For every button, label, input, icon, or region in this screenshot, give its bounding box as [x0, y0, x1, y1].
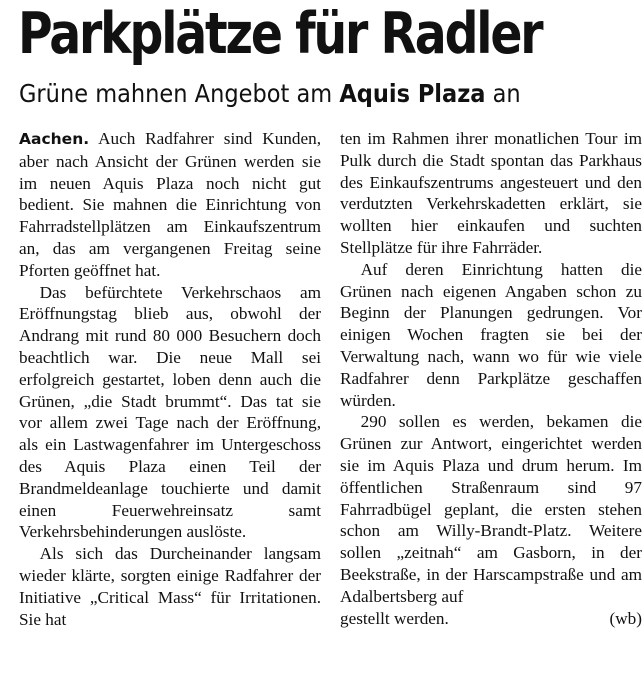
paragraph-3-continued: ten im Rahmen ihrer monatlichen Tour im Pulk durch die Stadt spontan das Parkhaus des Einkaufszentrums angesteuert und den verdutzten Verkehrskadetten erklärt, sie wollten hier einkaufen und suchten Stellplätze für ihre Fahrräder.: [340, 129, 642, 257]
headline: Parkplätze für Radler: [18, 1, 542, 67]
subheadline: [19, 78, 521, 110]
paragraph-2: Das befürchtete Verkehrschaos am Eröffnungstag blieb aus, obwohl der Andrang mit rund 80 000 Besuchern doch beachtlich war. Die neue Mall sei erfolgreich gestartet, loben denn auch die Grünen, „die Stadt brummt“. Das tat sie vor allem zwei Tage nach der Eröffnung, als ein Lastwagenfahrer im Untergeschoss des Aquis Plaza einen Teil der Brandmeldeanlage touchierte und damit einen Feuerwehreinsatz samt Verkehrsbehinderungen auslöste.: [19, 282, 321, 542]
paragraph-4: Auf deren Einrichtung hatten die Grünen nach eigenen Angaben schon zu Beginn der Planungen gedrungen. Vor einigen Wochen fragten sie bei der Verwaltung nach, wann wo für wie viele Radfahrer denn Parkplätze geschaffen würden.: [340, 259, 642, 410]
paragraph-1-text: Auch Radfahrer sind Kunden, aber nach Ansicht der Grünen werden sie im neuen Aquis Plaza noch nicht gut bedient. Sie mahnen die Einrichtung von Fahrradstellplätzen am Einkaufszentrum an, das am vergangenen Freitag seine Pforten geöffnet hat.: [19, 129, 321, 280]
article-column-left: [19, 128, 321, 630]
paragraph-5: [340, 411, 642, 607]
subhead-text-bold: Aquis Plaza: [339, 79, 486, 108]
paragraph-5-end: gestellt werden.: [340, 608, 449, 628]
paragraph-1: [19, 128, 321, 282]
paragraph-5-text: 290 sollen es werden, bekamen die Grünen zur Antwort, eingerichtet werden sie im Aquis Plaza und drum herum. Im öffentlichen Straßenraum sind 97 Fahrradbügel geplant, die ersten stehen schon am Willy-Brandt-Platz. Weitere sollen „zeitnah“ am Gasborn, in der Beekstraße, in der Harscampstraße und am Adalbertsberg auf: [340, 412, 642, 606]
paragraph-5-last-line: [340, 608, 642, 630]
author-initials: (wb): [609, 608, 642, 628]
subhead-text-start: Grüne mahnen Angebot am: [19, 79, 340, 108]
article-column-right: [340, 128, 642, 629]
paragraph-3: Als sich das Durcheinander langsam wieder klärte, sorgten einige Radfahrer der Initiative „Critical Mass“ für Irritationen. Sie hat: [19, 544, 321, 629]
subhead-text-end: an: [485, 79, 521, 108]
dateline: Aachen.: [19, 130, 90, 148]
